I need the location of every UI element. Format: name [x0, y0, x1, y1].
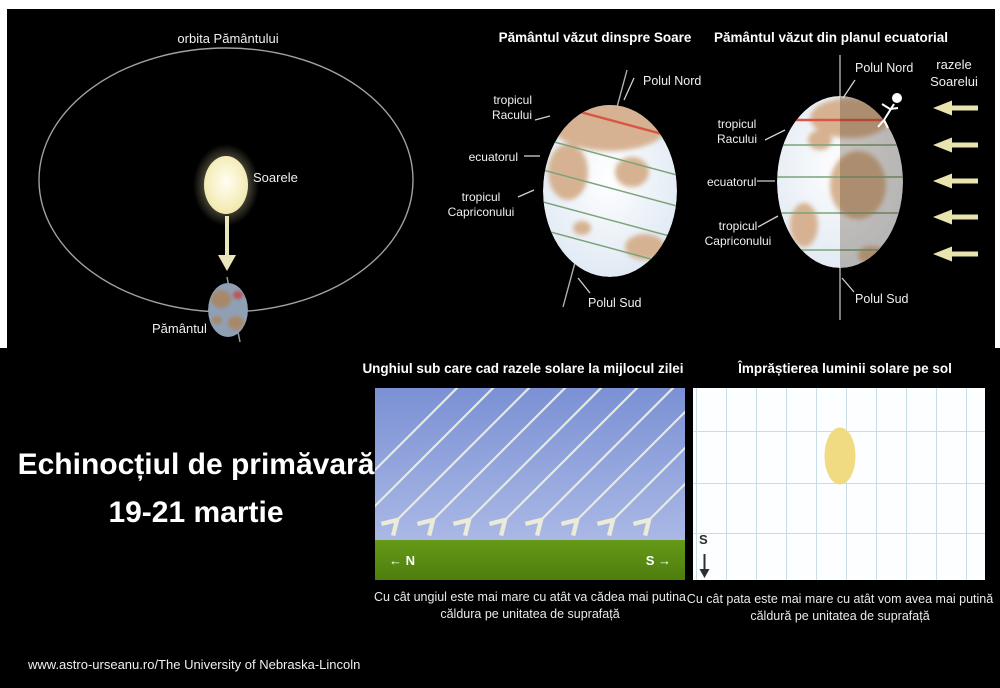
- title-line-2: 19-21 martie: [108, 496, 284, 529]
- west-arrow-icon: ←: [389, 552, 402, 568]
- sun-rays-label: razele Soarelui: [930, 57, 978, 89]
- scatter-panel-caption: Cu cât pata este mai mare cu atât vom avea mai putină căldură pe unitatea de suprafață: [686, 592, 994, 623]
- north-pole-label: Polul Nord: [855, 61, 914, 75]
- sun-icon: [204, 156, 248, 214]
- equator-label: ecuatorul: [707, 175, 757, 189]
- orbit-diagram: [0, 0, 460, 350]
- sun-ray-arrow-icon: [505, 388, 639, 520]
- angle-panel-header: Unghiul sub care cad razele solare la mijlocul zilei: [362, 361, 684, 376]
- sun-ray-arrow-icon: [613, 388, 685, 520]
- sunlight-arrow-head: [218, 255, 236, 271]
- observer-stick-figure-icon: [878, 94, 901, 128]
- sun-ray-arrow-icon: [469, 388, 603, 520]
- north-pole-label: Polul Nord: [643, 74, 702, 88]
- sun-ray-arrow-icon: [933, 174, 978, 189]
- south-direction: [646, 553, 671, 568]
- light-spread-diagram: [693, 388, 985, 580]
- tropic-cancer-label: tropicul Racului: [491, 93, 532, 122]
- sun-ray-arrows: [933, 101, 978, 262]
- sun-ray-arrow-icon: [933, 101, 978, 116]
- title-line-1: Echinocțiul de primăvară: [17, 448, 375, 481]
- credit-line: www.astro-urseanu.ro/The University of Nebraska-Lincoln: [28, 657, 361, 672]
- sun-ray-arrow-icon: [541, 388, 675, 520]
- sun-ray-arrow-icon: [397, 388, 531, 520]
- south-arrow-icon: [700, 554, 710, 578]
- sun-ray-arrow-icon: [933, 210, 978, 225]
- sunlight-spot: [825, 428, 856, 485]
- globe-icon: [543, 99, 677, 277]
- sun-ray-arrow-icon: [433, 388, 567, 520]
- ground-strip: [375, 540, 685, 580]
- south-direction-label: S: [645, 552, 655, 568]
- north-direction-label: N: [405, 552, 416, 568]
- south-direction-label: S: [699, 532, 708, 547]
- east-arrow-icon: →: [658, 552, 671, 568]
- angle-panel-caption: Cu cât ungiul este mai mare cu atât va cădea mai putina căldura pe unitatea de suprafață: [374, 590, 686, 621]
- tropic-capricorn-label: tropicul Capriconului: [704, 219, 772, 248]
- tropic-capricorn-label: tropicul Capriconului: [447, 190, 515, 219]
- south-pole-label: Polul Sud: [588, 296, 642, 310]
- globe-equatorial-panel-header: Pământul văzut din planul ecuatorial: [713, 30, 949, 45]
- scatter-panel-header: Împrăștierea luminii solare pe sol: [738, 361, 952, 376]
- globe-sun-panel-header: Pământul văzut dinspre Soare: [498, 30, 692, 45]
- tropic-cancer-label: tropicul Racului: [716, 117, 758, 146]
- south-pole-label: Polul Sud: [855, 292, 909, 306]
- sun-ray-arrow-icon: [933, 138, 978, 153]
- sun-angle-diagram: [375, 388, 685, 580]
- main-title: [18, 441, 375, 537]
- ground-grid: [693, 388, 985, 580]
- sun-ray-arrow-icon: [933, 247, 978, 262]
- night-side-shading: [840, 96, 903, 268]
- earth-label: Pământul: [152, 321, 207, 336]
- north-direction: [389, 553, 415, 568]
- orbit-label: orbita Pământului: [177, 31, 279, 46]
- earth-icon: [208, 283, 248, 337]
- sun-label: Soarele: [253, 170, 298, 185]
- equator-label: ecuatorul: [468, 150, 518, 164]
